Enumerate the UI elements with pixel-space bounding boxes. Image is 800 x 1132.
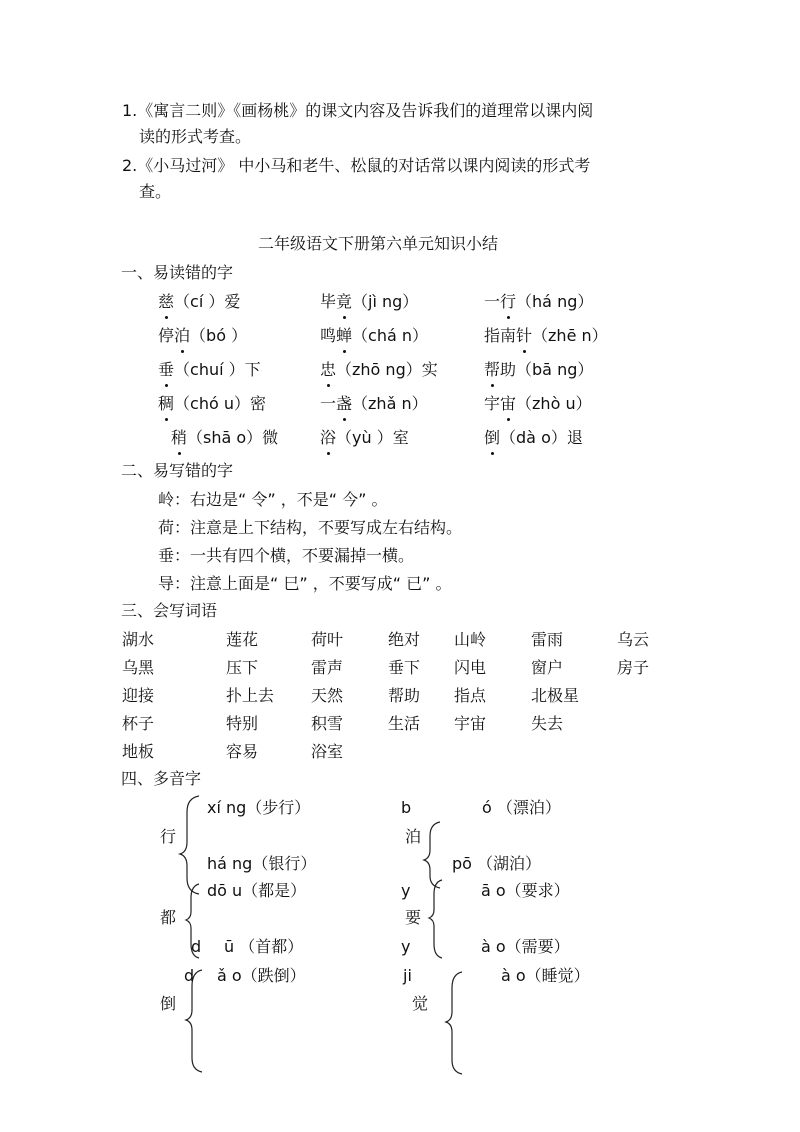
section-3-heading: 三、会写词语 [121,601,218,620]
polyphone-char-dao: 倒 [160,994,177,1013]
reading-yao4: à o（需要） [481,937,570,956]
dotted-character: 帮 [484,360,501,379]
section-4-heading: 四、多音字 [121,769,202,788]
vocabulary-word: 杯子 [122,714,155,733]
vocabulary-word: 浴室 [311,742,344,761]
vocabulary-word: 山岭 [454,630,487,649]
dotted-character: 倒 [484,428,501,447]
vocabulary-word: 北极星 [531,686,580,705]
vocabulary-word: 雷声 [311,658,344,677]
vocabulary-word: 积雪 [311,714,344,733]
misread-item: 一行（há ng） [484,292,594,311]
dotted-character: 宙 [500,394,517,413]
misread-item: 浴（yù ）室 [320,428,409,447]
misread-item: 帮助（bā ng） [484,360,594,379]
dotted-character: 稠 [158,394,175,413]
vocabulary-word: 绝对 [388,630,421,649]
polyphone-char-jue: 觉 [412,994,429,1013]
misread-item: 稠（chó u）密 [158,394,266,413]
intro-item-1-line-1: 1.《寓言二则》《画杨桃》的课文内容及告诉我们的道理常以课内阅 [122,101,594,120]
brace-bo [424,822,440,888]
dotted-character: 忠 [320,360,337,379]
vocabulary-word: 乌云 [617,630,650,649]
page-title: 二年级语文下册第六单元知识小结 [258,234,499,253]
misread-item: 倒（dà o）退 [484,428,583,447]
dotted-character: 稍 [171,428,188,447]
reading-du: ū （首都） [224,937,304,956]
misread-item: 毕竟（jì ng） [320,292,419,311]
polyphone-char-yao: 要 [405,908,422,927]
dotted-character: 浴 [320,428,337,447]
reading-bo: ó （漂泊） [482,798,561,817]
vocabulary-word: 莲花 [226,630,259,649]
vocabulary-word: 失去 [531,714,564,733]
reading-jiao: à o（睡觉） [501,966,590,985]
vocabulary-word: 荷叶 [311,630,344,649]
reading-dao: ǎ o（跌倒） [217,966,306,985]
misread-item: 鸣蝉（chá n） [320,326,429,345]
dotted-character: 蝉 [336,326,353,345]
vocabulary-word: 迎接 [122,686,155,705]
vocabulary-word: 扑上去 [226,686,275,705]
miswritten-note: 荷：注意是上下结构，不要写成左右结构。 [158,518,463,537]
vocabulary-word: 雷雨 [531,630,564,649]
section-1-heading: 一、易读错的字 [121,263,234,282]
vocabulary-word: 垂下 [388,658,421,677]
dotted-character: 慈 [158,292,175,311]
vocabulary-word: 天然 [311,686,344,705]
vocabulary-word: 容易 [226,742,259,761]
miswritten-note: 岭：右边是“ 令” ，不是“ 今” 。 [158,490,388,509]
dotted-character: 泊 [174,326,191,345]
reading-dao-initial: d [184,966,195,985]
vocabulary-word: 窗户 [531,658,564,677]
vocabulary-word: 湖水 [122,630,155,649]
reading-yao4-initial: y [401,937,411,956]
misread-item: 忠（zhō ng）实 [320,360,438,379]
reading-hang: há ng（银行） [207,854,317,873]
polyphone-char-du: 都 [160,908,177,927]
misread-item: 慈（cí ）爱 [158,292,241,311]
intro-item-2-line-2: 查。 [139,182,172,201]
miswritten-note: 导：注意上面是“ 巳” ，不要写成“ 已” 。 [158,574,452,593]
vocabulary-word: 生活 [388,714,421,733]
dotted-character: 针 [516,326,533,345]
reading-xing: xí ng（步行） [207,798,311,817]
vocabulary-word: 房子 [617,658,650,677]
reading-yao1: ā o（要求） [481,881,570,900]
vocabulary-word: 帮助 [388,686,421,705]
polyphone-char-bo: 泊 [405,827,422,846]
misread-item: 宇宙（zhò u） [484,394,592,413]
brace-yao [429,880,442,958]
vocabulary-word: 宇宙 [454,714,487,733]
section-2-heading: 二、易写错的字 [121,461,234,480]
misread-item: 一盏（zhǎ n） [320,394,428,413]
reading-jue-initial: ji [403,966,412,985]
reading-yao1-initial: y [401,881,411,900]
vocabulary-word: 地板 [122,742,155,761]
vocabulary-word: 特别 [226,714,259,733]
dotted-character: 行 [500,292,517,311]
vocabulary-word: 压下 [226,658,259,677]
reading-po: pō （湖泊） [452,854,542,873]
brace-xing [180,796,199,894]
miswritten-note: 垂：一共有四个横，不要漏掉一横。 [158,546,415,565]
intro-item-1-line-2: 读的形式考查。 [139,127,252,146]
brace-jue [446,972,462,1074]
reading-dou: dō u（都是） [207,881,307,900]
misread-item: 指南针（zhē n） [484,326,608,345]
misread-item: 停泊（bó ） [158,326,248,345]
vocabulary-word: 乌黑 [122,658,155,677]
intro-item-2-line-1: 2.《小马过河》 中小马和老牛、松鼠的对话常以课内阅读的形式考 [122,156,591,175]
reading-du-initial: d [191,937,202,956]
reading-bo-initial: b [401,798,412,817]
dotted-character: 盏 [336,394,353,413]
misread-item: 垂（chuí ）下 [158,360,261,379]
vocabulary-word: 指点 [454,686,487,705]
dotted-character: 竟 [336,292,353,311]
dotted-character: 垂 [158,360,175,379]
vocabulary-word: 闪电 [454,658,487,677]
misread-item: 稍（shā o）微 [171,428,279,447]
polyphone-char-xing: 行 [160,827,177,846]
